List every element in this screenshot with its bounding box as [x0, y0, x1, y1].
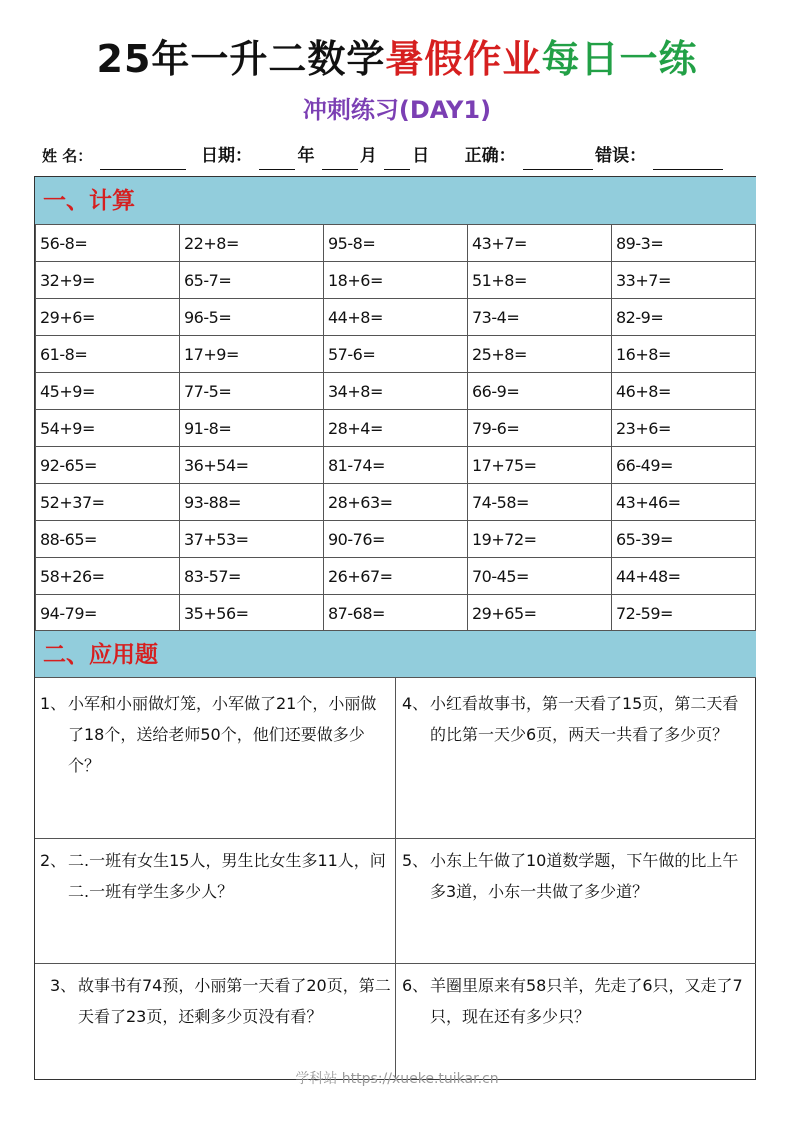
calc-row [36, 484, 756, 521]
year-label: 年 [297, 146, 315, 166]
calc-problem: 26+67= [324, 558, 468, 595]
month-label: 月 [359, 146, 377, 166]
name-blank[interactable] [100, 149, 186, 170]
calc-problem: 52+37= [36, 484, 180, 521]
calc-problem: 17+75= [468, 447, 612, 484]
calc-problem: 92-65= [36, 447, 180, 484]
row-divider [35, 838, 756, 839]
title-part1: 25年一升二数学 [96, 37, 386, 81]
title-part2: 暑假作业 [385, 37, 542, 81]
calc-problem: 61-8= [36, 336, 180, 373]
page-title [0, 34, 794, 84]
wrong-blank[interactable] [653, 149, 723, 170]
calc-row [36, 558, 756, 595]
correct-blank[interactable] [523, 149, 593, 170]
calc-problem: 89-3= [612, 225, 756, 262]
problem-text: 羊圈里原来有58只羊，先走了6只，又走了7只，现在还有多少只？ [430, 976, 743, 1026]
calc-row [36, 410, 756, 447]
section-word-problems-heading: 二、应用题 [35, 630, 756, 678]
calc-row [36, 336, 756, 373]
word-problem [50, 970, 392, 1032]
calc-problem: 57-6= [324, 336, 468, 373]
wrong-label: 错误： [595, 146, 647, 166]
problem-text: 小红看故事书，第一天看了15页，第二天看的比第一天少6页，两天一共看了多少页？ [430, 694, 739, 744]
calc-problem: 87-68= [324, 595, 468, 632]
calc-problem: 90-76= [324, 521, 468, 558]
calc-row [36, 225, 756, 262]
calc-problem: 65-7= [180, 262, 324, 299]
calc-problem: 32+9= [36, 262, 180, 299]
title-part3: 每日一练 [541, 37, 698, 81]
calc-problem: 28+63= [324, 484, 468, 521]
calc-problem: 46+8= [612, 373, 756, 410]
word-problem [402, 970, 754, 1032]
calc-row [36, 262, 756, 299]
date-label: 日期： [201, 146, 253, 166]
calc-problem: 18+6= [324, 262, 468, 299]
calc-problem: 91-8= [180, 410, 324, 447]
problem-number: 5、 [402, 851, 429, 870]
problem-number: 3、 [50, 976, 77, 995]
calc-row [36, 521, 756, 558]
calc-problem: 43+46= [612, 484, 756, 521]
calc-problem: 23+6= [612, 410, 756, 447]
month-blank[interactable] [322, 149, 358, 170]
info-row [42, 142, 752, 170]
word-problem [402, 688, 754, 750]
calc-problem: 81-74= [324, 447, 468, 484]
problem-number: 4、 [402, 694, 429, 713]
calc-row [36, 595, 756, 632]
calc-problem: 72-59= [612, 595, 756, 632]
calc-problem: 36+54= [180, 447, 324, 484]
calc-problem: 29+65= [468, 595, 612, 632]
calc-problem: 96-5= [180, 299, 324, 336]
problem-text: 故事书有74预，小丽第一天看了20页，第二天看了23页，还剩多少页没有看？ [78, 976, 391, 1026]
correct-label: 正确： [464, 146, 516, 166]
calc-problem: 43+7= [468, 225, 612, 262]
day-label: 日 [412, 146, 430, 166]
calc-problem: 19+72= [468, 521, 612, 558]
calc-problem: 73-4= [468, 299, 612, 336]
calc-problem: 25+8= [468, 336, 612, 373]
calc-problem: 66-9= [468, 373, 612, 410]
problem-number: 1、 [40, 694, 67, 713]
calc-problem: 22+8= [180, 225, 324, 262]
word-problem [40, 688, 392, 781]
footer-watermark: 学科站 https://xueke.tuikar.cn [295, 1071, 499, 1087]
calc-problem: 79-6= [468, 410, 612, 447]
calc-problem: 51+8= [468, 262, 612, 299]
calc-problem: 29+6= [36, 299, 180, 336]
calc-problem: 77-5= [180, 373, 324, 410]
calc-problem: 54+9= [36, 410, 180, 447]
row-divider [35, 963, 756, 964]
problem-number: 2、 [40, 851, 67, 870]
calc-problem: 35+56= [180, 595, 324, 632]
problem-text: 小军和小丽做灯笼，小军做了21个，小丽做了18个，送给老师50个，他们还要做多少个？ [68, 694, 377, 775]
calc-problem: 83-57= [180, 558, 324, 595]
calc-problem: 44+48= [612, 558, 756, 595]
calc-problem: 44+8= [324, 299, 468, 336]
problem-text: 二.一班有女生15人，男生比女生多11人，问二.一班有学生多少人？ [68, 851, 386, 901]
calc-problem: 70-45= [468, 558, 612, 595]
calc-table [35, 224, 756, 632]
calc-problem: 45+9= [36, 373, 180, 410]
calc-row [36, 299, 756, 336]
calc-problem: 74-58= [468, 484, 612, 521]
word-problem [40, 845, 388, 907]
calc-problem: 17+9= [180, 336, 324, 373]
calc-problem: 82-9= [612, 299, 756, 336]
calc-problem: 65-39= [612, 521, 756, 558]
day-blank[interactable] [384, 149, 410, 170]
problem-text: 小东上午做了10道数学题，下午做的比上午多3道，小东一共做了多少道？ [430, 851, 739, 901]
calc-row [36, 447, 756, 484]
word-problem [402, 845, 754, 907]
year-blank[interactable] [259, 149, 295, 170]
calc-problem: 95-8= [324, 225, 468, 262]
calc-problem: 28+4= [324, 410, 468, 447]
calc-problem: 93-88= [180, 484, 324, 521]
subtitle: 冲刺练习(DAY1) [302, 96, 492, 124]
calc-row [36, 373, 756, 410]
calc-problem: 56-8= [36, 225, 180, 262]
section-calc-heading: 一、计算 [35, 177, 756, 225]
column-divider [395, 678, 396, 1080]
calc-problem: 37+53= [180, 521, 324, 558]
calc-problem: 34+8= [324, 373, 468, 410]
name-label: 姓 名： [42, 147, 93, 165]
calc-problem: 88-65= [36, 521, 180, 558]
calc-problem: 66-49= [612, 447, 756, 484]
calc-problem: 16+8= [612, 336, 756, 373]
calc-problem: 58+26= [36, 558, 180, 595]
calc-problem: 94-79= [36, 595, 180, 632]
problem-number: 6、 [402, 976, 429, 995]
calc-problem: 33+7= [612, 262, 756, 299]
